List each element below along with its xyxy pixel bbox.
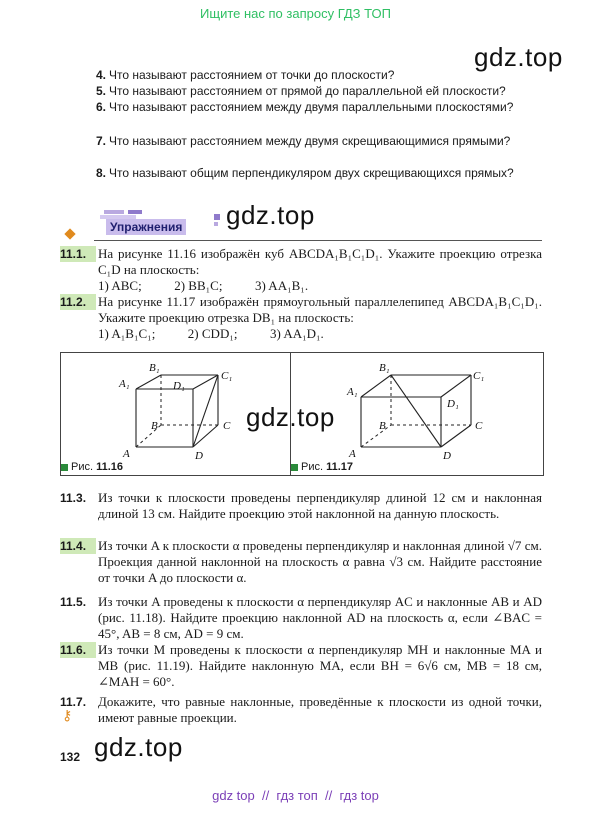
exercise-number: 11.3.	[60, 491, 87, 505]
page-number: 132	[60, 750, 81, 764]
question-6: 6. Что называют расстоянием между двумя параллельными плоскостями?	[96, 100, 514, 114]
exercise-11-2	[60, 294, 542, 342]
bottom-banner: gdz top // гдз топ // гдз top	[212, 788, 379, 803]
exercise-11-1	[60, 246, 542, 294]
section-rule	[94, 240, 542, 241]
caption-square-icon	[61, 464, 68, 471]
key-icon: ⚷	[62, 709, 73, 724]
label-A1: A₁	[119, 378, 130, 390]
exercise-11-6	[60, 642, 542, 690]
exercise-text: На рисунке 11.17 изображён прямоугольный параллелепипед ABCDA₁B₁C₁D₁. Укажите проекцию отрезка DB₁ на плоскость:	[98, 294, 542, 325]
exercise-text: На рисунке 11.16 изображён куб ABCDA₁B₁C₁D₁. Укажите проекцию отрезка C₁D на плоскость:	[98, 246, 542, 277]
watermark-section: gdz.top	[226, 200, 315, 230]
figure-caption: Рис. 11.17	[291, 461, 353, 473]
exercise-11-7	[60, 694, 542, 726]
deco-square	[214, 214, 220, 220]
label-D: D	[195, 450, 203, 462]
exercise-number: 11.5.	[60, 595, 87, 609]
exercise-number: 11.2.	[60, 294, 96, 310]
watermark-top-right: gdz.top	[474, 42, 563, 72]
label-C1: C₁	[221, 370, 233, 382]
exercise-options: 1) A₁B₁C₁; 2) CDD₁; 3) AA₁D₁.	[98, 326, 324, 341]
label-D1: D₁	[173, 380, 185, 392]
label-D1: D₁	[447, 398, 459, 410]
exercise-number: 11.7.	[60, 695, 87, 709]
exercise-number: 11.1.	[60, 246, 96, 262]
diamond-icon	[64, 228, 75, 239]
label-C: C	[475, 420, 483, 432]
section-heading	[94, 210, 214, 234]
caption-square-icon	[291, 464, 298, 471]
question-7: 7. Что называют расстоянием между двумя скрещивающимися прямыми?	[96, 134, 511, 148]
label-A1: A₁	[347, 386, 358, 398]
exercise-options: 1) ABC; 2) BB₁C; 3) AA₁B₁.	[98, 278, 309, 293]
figure-caption: Рис. 11.16	[61, 461, 123, 473]
label-C1: C₁	[473, 370, 485, 382]
question-5: 5. Что называют расстоянием от прямой до параллельной ей плоскости?	[96, 84, 506, 98]
watermark-bottom: gdz.top	[94, 732, 183, 762]
exercise-number: 11.4.	[60, 538, 96, 554]
deco-square-small	[214, 222, 218, 226]
label-B1: B₁	[379, 362, 390, 374]
question-8: 8. Что называют общим перпендикуляром двух скрещивающихся прямых?	[96, 166, 514, 180]
label-C: C	[223, 420, 231, 432]
label-B: B	[379, 420, 386, 432]
exercise-text: Докажите, что равные наклонные, проведённые к плоскости из одной точки, имеют равные проекции.	[98, 694, 542, 725]
label-D: D	[443, 450, 451, 462]
exercise-text: Из точки A к плоскости α проведены перпендикуляр и наклонная длиной √7 см. Проекция данной наклонной на плоскость α равна √3 см. Найдите расстояние от точки A до плоскости α.	[98, 538, 542, 585]
exercise-11-5	[60, 594, 542, 642]
top-banner: Ищите нас по запросу ГДЗ ТОП	[200, 6, 391, 21]
exercise-11-3	[60, 490, 542, 522]
label-B1: B₁	[149, 362, 160, 374]
section-title: Упражнения	[106, 219, 186, 235]
exercise-text: Из точки A проведены к плоскости α перпендикуляр AC и наклонные AB и AD (рис. 11.18). Найдите проекцию наклонной AD на плоскость α, если ∠BAC = 45°, AB = 8 см, AD = 9 см.	[98, 594, 542, 641]
label-A: A	[123, 448, 130, 460]
exercise-text: Из точки M проведены к плоскости α перпендикуляр MH и наклонные MA и MB (рис. 11.19). Найдите наклонную MA, если BH = 6√6 см, MB = 18 см, ∠MAH = 60°.	[98, 642, 542, 689]
label-A: A	[349, 448, 356, 460]
exercise-11-4	[60, 538, 542, 586]
question-4: 4. Что называют расстоянием от точки до плоскости?	[96, 68, 395, 82]
exercise-number: 11.6.	[60, 642, 96, 658]
exercise-text: Из точки к плоскости проведены перпендикуляр длиной 12 см и наклонная длиной 13 см. Найдите проекцию этой наклонной на данную плоскость.	[98, 490, 542, 521]
watermark-figures: gdz.top	[246, 402, 335, 432]
label-B: B	[151, 420, 158, 432]
